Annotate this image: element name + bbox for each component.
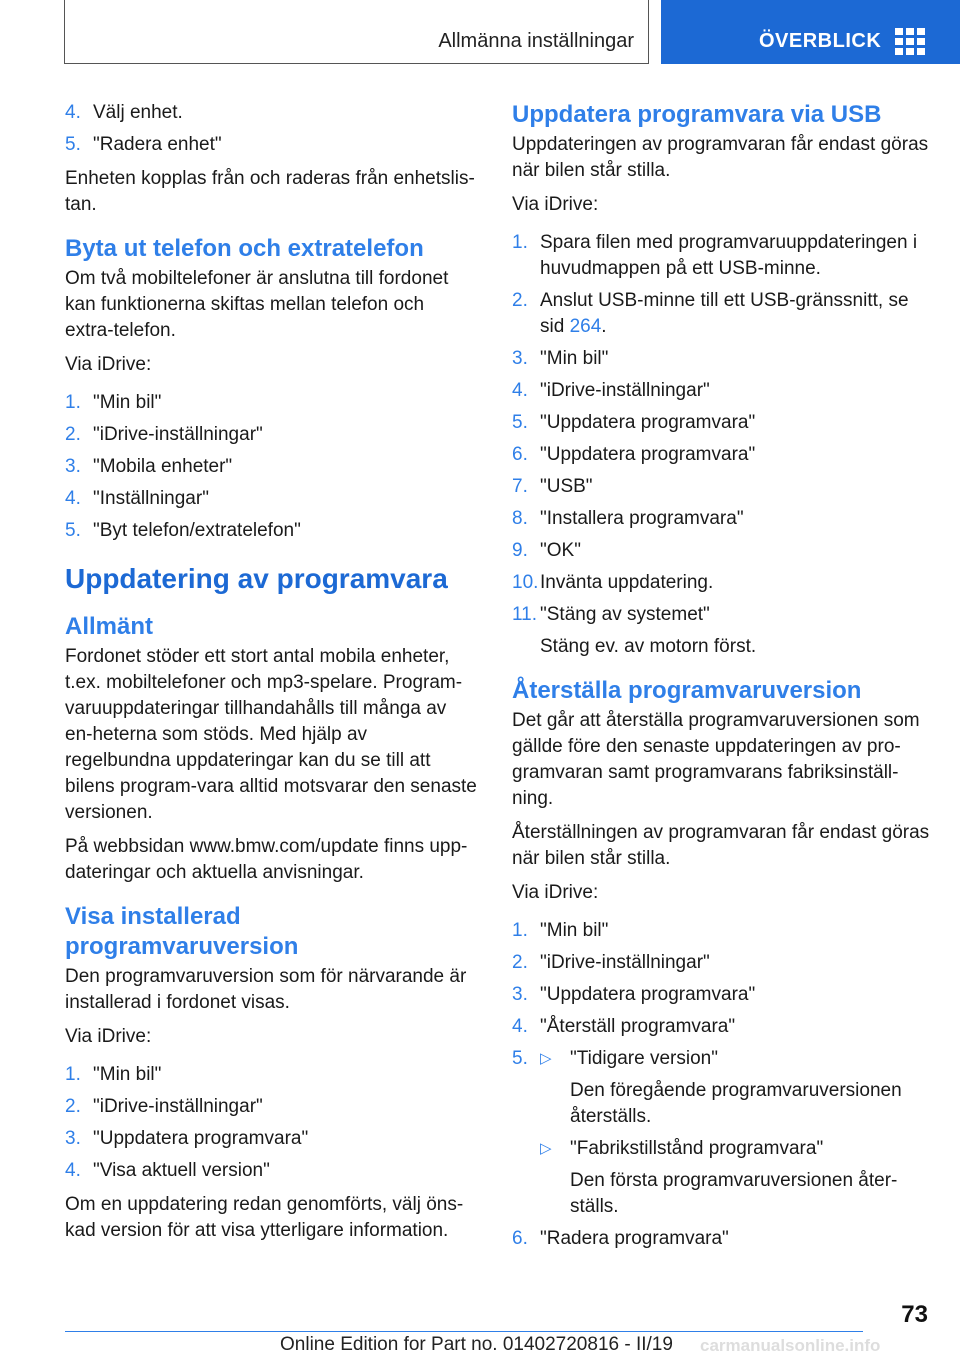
footer-divider [65, 1331, 863, 1332]
option-item: ▷ "Tidigare version" Den föregående programvaruversionen återställs. [540, 1046, 932, 1130]
list-item: 4. "Återställ programvara" [512, 1016, 736, 1037]
list-item: 10. Invänta uppdatering. [512, 572, 714, 593]
section-heading: Uppdatera programvara via USB [512, 101, 882, 128]
page-number: 73 [901, 1301, 928, 1328]
via-idrive-label: Via iDrive: [512, 882, 599, 903]
page-header [0, 0, 960, 64]
delete-device-steps [65, 100, 477, 158]
paragraph: På webbsidan www.bmw.com/update finns upp-dateringar och aktuella anvisningar. [65, 836, 468, 883]
list-item: 4. "Visa aktuell version" [65, 1160, 270, 1181]
via-idrive-label: Via iDrive: [65, 354, 152, 375]
list-item: 8. "Installera programvara" [512, 508, 744, 529]
section-heading: Visa installerad programvaruversion [65, 903, 299, 960]
edition-text: Online Edition for Part no. 01402720816 - II/19 [280, 1334, 673, 1355]
via-idrive-label: Via iDrive: [65, 1026, 152, 1047]
list-item: 1. "Min bil" [65, 1064, 162, 1085]
list-item: 7. "USB" [512, 476, 593, 497]
paragraph: Återställningen av programvaran får endast göras när bilen står stilla. [512, 822, 930, 869]
list-item: 5. ▷ "Tidigare version" Den föregående programvaruversionen återställs. ▷ "Fabrikstillstånd programvara" Den första programvaruversionen åter-ställs. [512, 1046, 932, 1220]
paragraph: Det går att återställa programvaruversionen som gällde före den senaste uppdateringen av pro-gramvaran samt programvarans fabriksinställ-ning. [512, 710, 920, 809]
watermark: carmanualsonline.info [700, 1336, 881, 1355]
paragraph: Om två mobiltelefoner är anslutna till fordonet kan funktionerna skiftas mellan telefon och extra-telefon. [65, 268, 449, 341]
list-item: 4. "iDrive-inställningar" [512, 380, 710, 401]
list-item: 3. "Mobila enheter" [65, 456, 233, 477]
page-reference-link[interactable]: 264 [569, 316, 602, 337]
list-item: 3. "Uppdatera programvara" [65, 1128, 309, 1149]
overview-button[interactable] [661, 0, 960, 64]
paragraph: Fordonet stöder ett stort antal mobila enheter, t.ex. mobiltelefoner och mp3-spelare. Program-varuuppdateringar tillhandahålls till många av en-heterna som stöds. Med hjälp av regelbundna uppdateringar kan du se till att bilens program-vara alltid motsvarar den senaste versionen. [65, 646, 477, 823]
list-item: 2. "iDrive-inställningar" [65, 1096, 263, 1117]
section-heading: Återställa programvaruversion [512, 677, 862, 704]
list-item: 6. "Radera programvara" [512, 1228, 729, 1249]
list-item: 11. "Stäng av systemet" Stäng ev. av motorn först. [512, 602, 932, 660]
paragraph: Om en uppdatering redan genomförts, välj öns-kad version för att visa ytterligare information. [65, 1194, 464, 1241]
list-item: 2. "iDrive-inställningar" [65, 424, 263, 445]
section-heading: Byta ut telefon och extratelefon [65, 235, 424, 262]
list-item: 5. "Radera enhet" [65, 134, 222, 155]
via-idrive-label: Via iDrive: [512, 194, 599, 215]
list-item: 2. "iDrive-inställningar" [512, 952, 710, 973]
list-item: 1. "Min bil" [65, 392, 162, 413]
option-item: ▷ "Fabrikstillstånd programvara" Den första programvaruversionen åter-ställs. [540, 1136, 932, 1220]
triangle-bullet-icon: ▷ [540, 1140, 552, 1157]
right-column [512, 100, 932, 1260]
paragraph: Enheten kopplas från och raderas från enhetslis-tan. [65, 168, 475, 215]
list-item: 5. "Uppdatera programvara" [512, 412, 756, 433]
left-column [65, 100, 477, 1252]
installed-version-steps [65, 1062, 477, 1184]
list-item: 4. "Inställningar" [65, 488, 209, 509]
list-item: 3. "Min bil" [512, 348, 609, 369]
list-item: 4. Välj enhet. [65, 102, 183, 123]
chapter-heading: Uppdatering av programvara [65, 563, 448, 594]
switch-phone-steps [65, 390, 477, 544]
section-tab-label: Allmänna inställningar [438, 30, 634, 52]
grid-icon [895, 28, 925, 54]
option-note: Den föregående programvaruversionen återställs. [570, 1080, 902, 1127]
paragraph: Uppdateringen av programvaran får endast göras när bilen står stilla. [512, 134, 929, 181]
list-item: 1. Spara filen med programvaruuppdateringen i huvudmappen på ett USB-minne. [512, 232, 918, 279]
list-item: 9. "OK" [512, 540, 581, 561]
list-item: 3. "Uppdatera programvara" [512, 984, 756, 1005]
restore-steps [512, 918, 932, 1252]
triangle-bullet-icon: ▷ [540, 1050, 552, 1067]
list-item: 5. "Byt telefon/extratelefon" [65, 520, 301, 541]
section-heading: Allmänt [65, 613, 154, 640]
restore-options [540, 1046, 932, 1220]
list-item: 6. "Uppdatera programvara" [512, 444, 756, 465]
usb-update-steps [512, 230, 932, 660]
paragraph: Den programvaruversion som för närvarande är installerad i fordonet visas. [65, 966, 467, 1013]
list-item: 1. "Min bil" [512, 920, 609, 941]
step-note: Stäng ev. av motorn först. [540, 636, 757, 657]
option-note: Den första programvaruversionen åter-ställs. [570, 1170, 898, 1217]
list-item: 2. Anslut USB-minne till ett USB-gränssnitt, se sid 264. [512, 290, 909, 337]
overview-button-label: ÖVERBLICK [759, 30, 882, 52]
section-tab[interactable] [64, 0, 649, 64]
